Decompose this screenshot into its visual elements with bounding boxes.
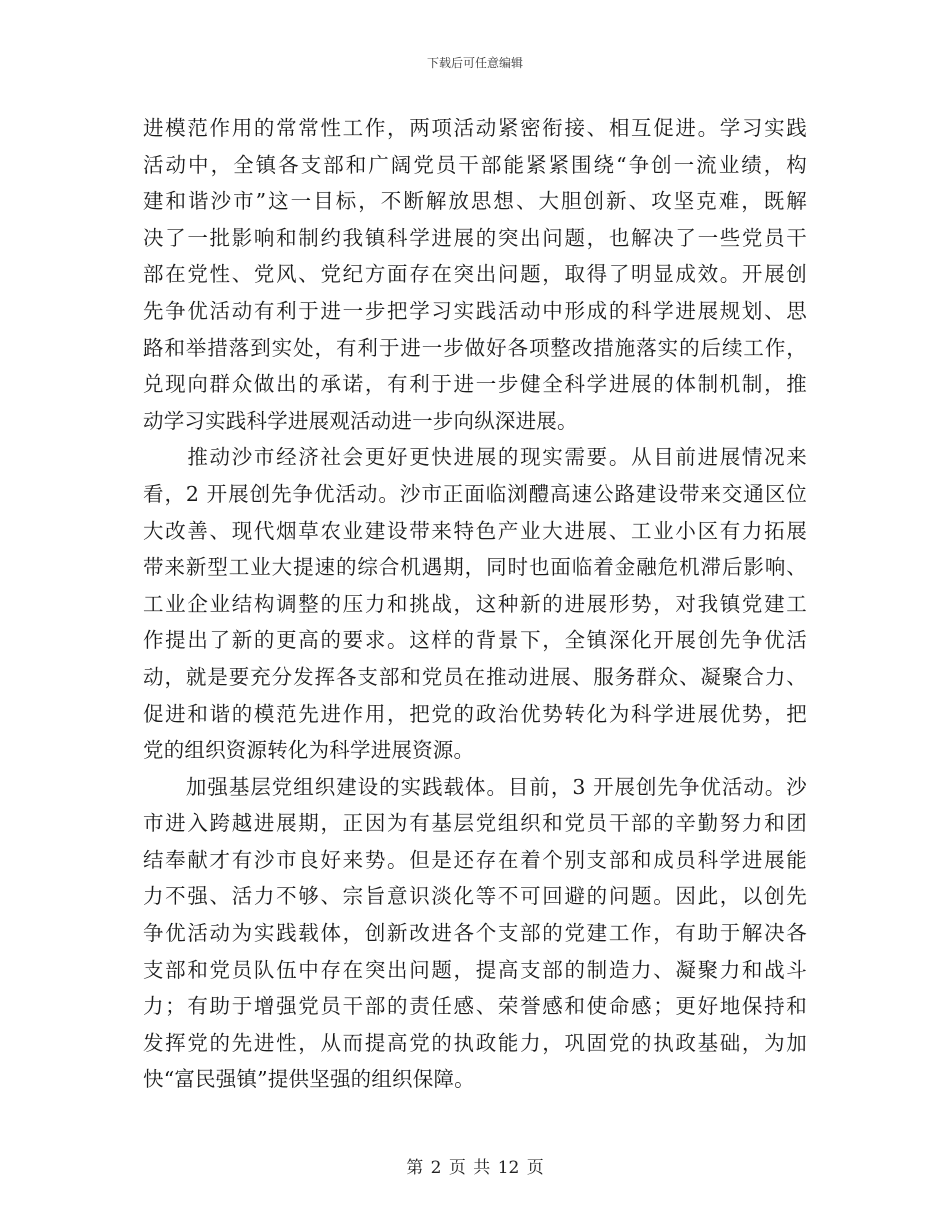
page-header: 下载后可任意编辑 — [426, 56, 523, 70]
text-line: 支部和党员队伍中存在突出问题，提高支部的制造力、凝聚力和战斗 — [143, 957, 807, 982]
text-line: 动学习实践科学进展观活动进一步向纵深进展。 — [143, 408, 578, 433]
text-line: 活动中，全镇各支部和广阔党员干部能紧紧围绕“争创一流业绩，构 — [143, 152, 807, 177]
text-line: 市进入跨越进展期，正因为有基层党组织和党员干部的辛勤努力和团 — [143, 811, 807, 836]
text-line: 促进和谐的模范先进作用，把党的政治优势转化为科学进展优势，把 — [143, 701, 807, 726]
page-number: 第 2 页 共 12 页 — [406, 1158, 544, 1178]
text-line: 路和举措落到实处，有利于进一步做好各项整改措施落实的后续工作， — [143, 335, 807, 360]
text-line: 兑现向群众做出的承诺，有利于进一步健全科学进展的体制机制，推 — [143, 372, 807, 397]
paragraph-3 — [143, 769, 807, 1098]
text-line: 看，2 开展创先争优活动。沙市正面临浏醴高速公路建设带来交通区位 — [143, 481, 807, 506]
text-line: 党的组织资源转化为科学进展资源。 — [143, 738, 475, 763]
text-line: 决了一批影响和制约我镇科学进展的突出问题，也解决了一些党员干 — [143, 225, 807, 250]
text-line: 大改善、现代烟草农业建设带来特色产业大进展、工业小区有力拓展 — [143, 518, 807, 543]
text-line: 结奉献才有沙市良好来势。但是还存在着个别支部和成员科学进展能 — [143, 847, 807, 872]
text-line: 争优活动为实践载体，创新改进各个支部的党建工作，有助于解决各 — [143, 921, 807, 946]
text-line: 建和谐沙市”这一目标，不断解放思想、大胆创新、攻坚克难，既解 — [143, 189, 807, 214]
text-line: 发挥党的先进性，从而提高党的执政能力，巩固党的执政基础，为加 — [143, 1030, 807, 1055]
text-line: 部在党性、党风、党纪方面存在突出问题，取得了明显成效。开展创 — [143, 262, 807, 287]
text-line: 加强基层党组织建设的实践载体。目前，3 开展创先争优活动。沙 — [143, 774, 807, 799]
text-line: 工业企业结构调整的压力和挑战，这种新的进展形势，对我镇党建工 — [143, 591, 807, 616]
text-line: 快“富民强镇”提供坚强的组织保障。 — [143, 1067, 475, 1092]
document-body — [143, 110, 807, 1098]
text-line: 先争优活动有利于进一步把学习实践活动中形成的科学进展规划、思 — [143, 298, 807, 323]
text-line: 作提出了新的更高的要求。这样的背景下，全镇深化开展创先争优活 — [143, 628, 807, 653]
text-line: 推动沙市经济社会更好更快进展的现实需要。从目前进展情况来 — [143, 445, 807, 470]
text-line: 带来新型工业大提速的综合机遇期，同时也面临着金融危机滞后影响、 — [143, 555, 807, 580]
text-line: 动，就是要充分发挥各支部和党员在推动进展、服务群众、凝聚合力、 — [143, 664, 807, 689]
paragraph-1 — [143, 110, 807, 439]
text-line: 力不强、活力不够、宗旨意识淡化等不可回避的问题。因此，以创先 — [143, 884, 807, 909]
paragraph-2 — [143, 439, 807, 768]
text-line: 进模范作用的常常性工作，两项活动紧密衔接、相互促进。学习实践 — [143, 116, 807, 140]
text-line: 力；有助于增强党员干部的责任感、荣誉感和使命感；更好地保持和 — [143, 994, 807, 1019]
